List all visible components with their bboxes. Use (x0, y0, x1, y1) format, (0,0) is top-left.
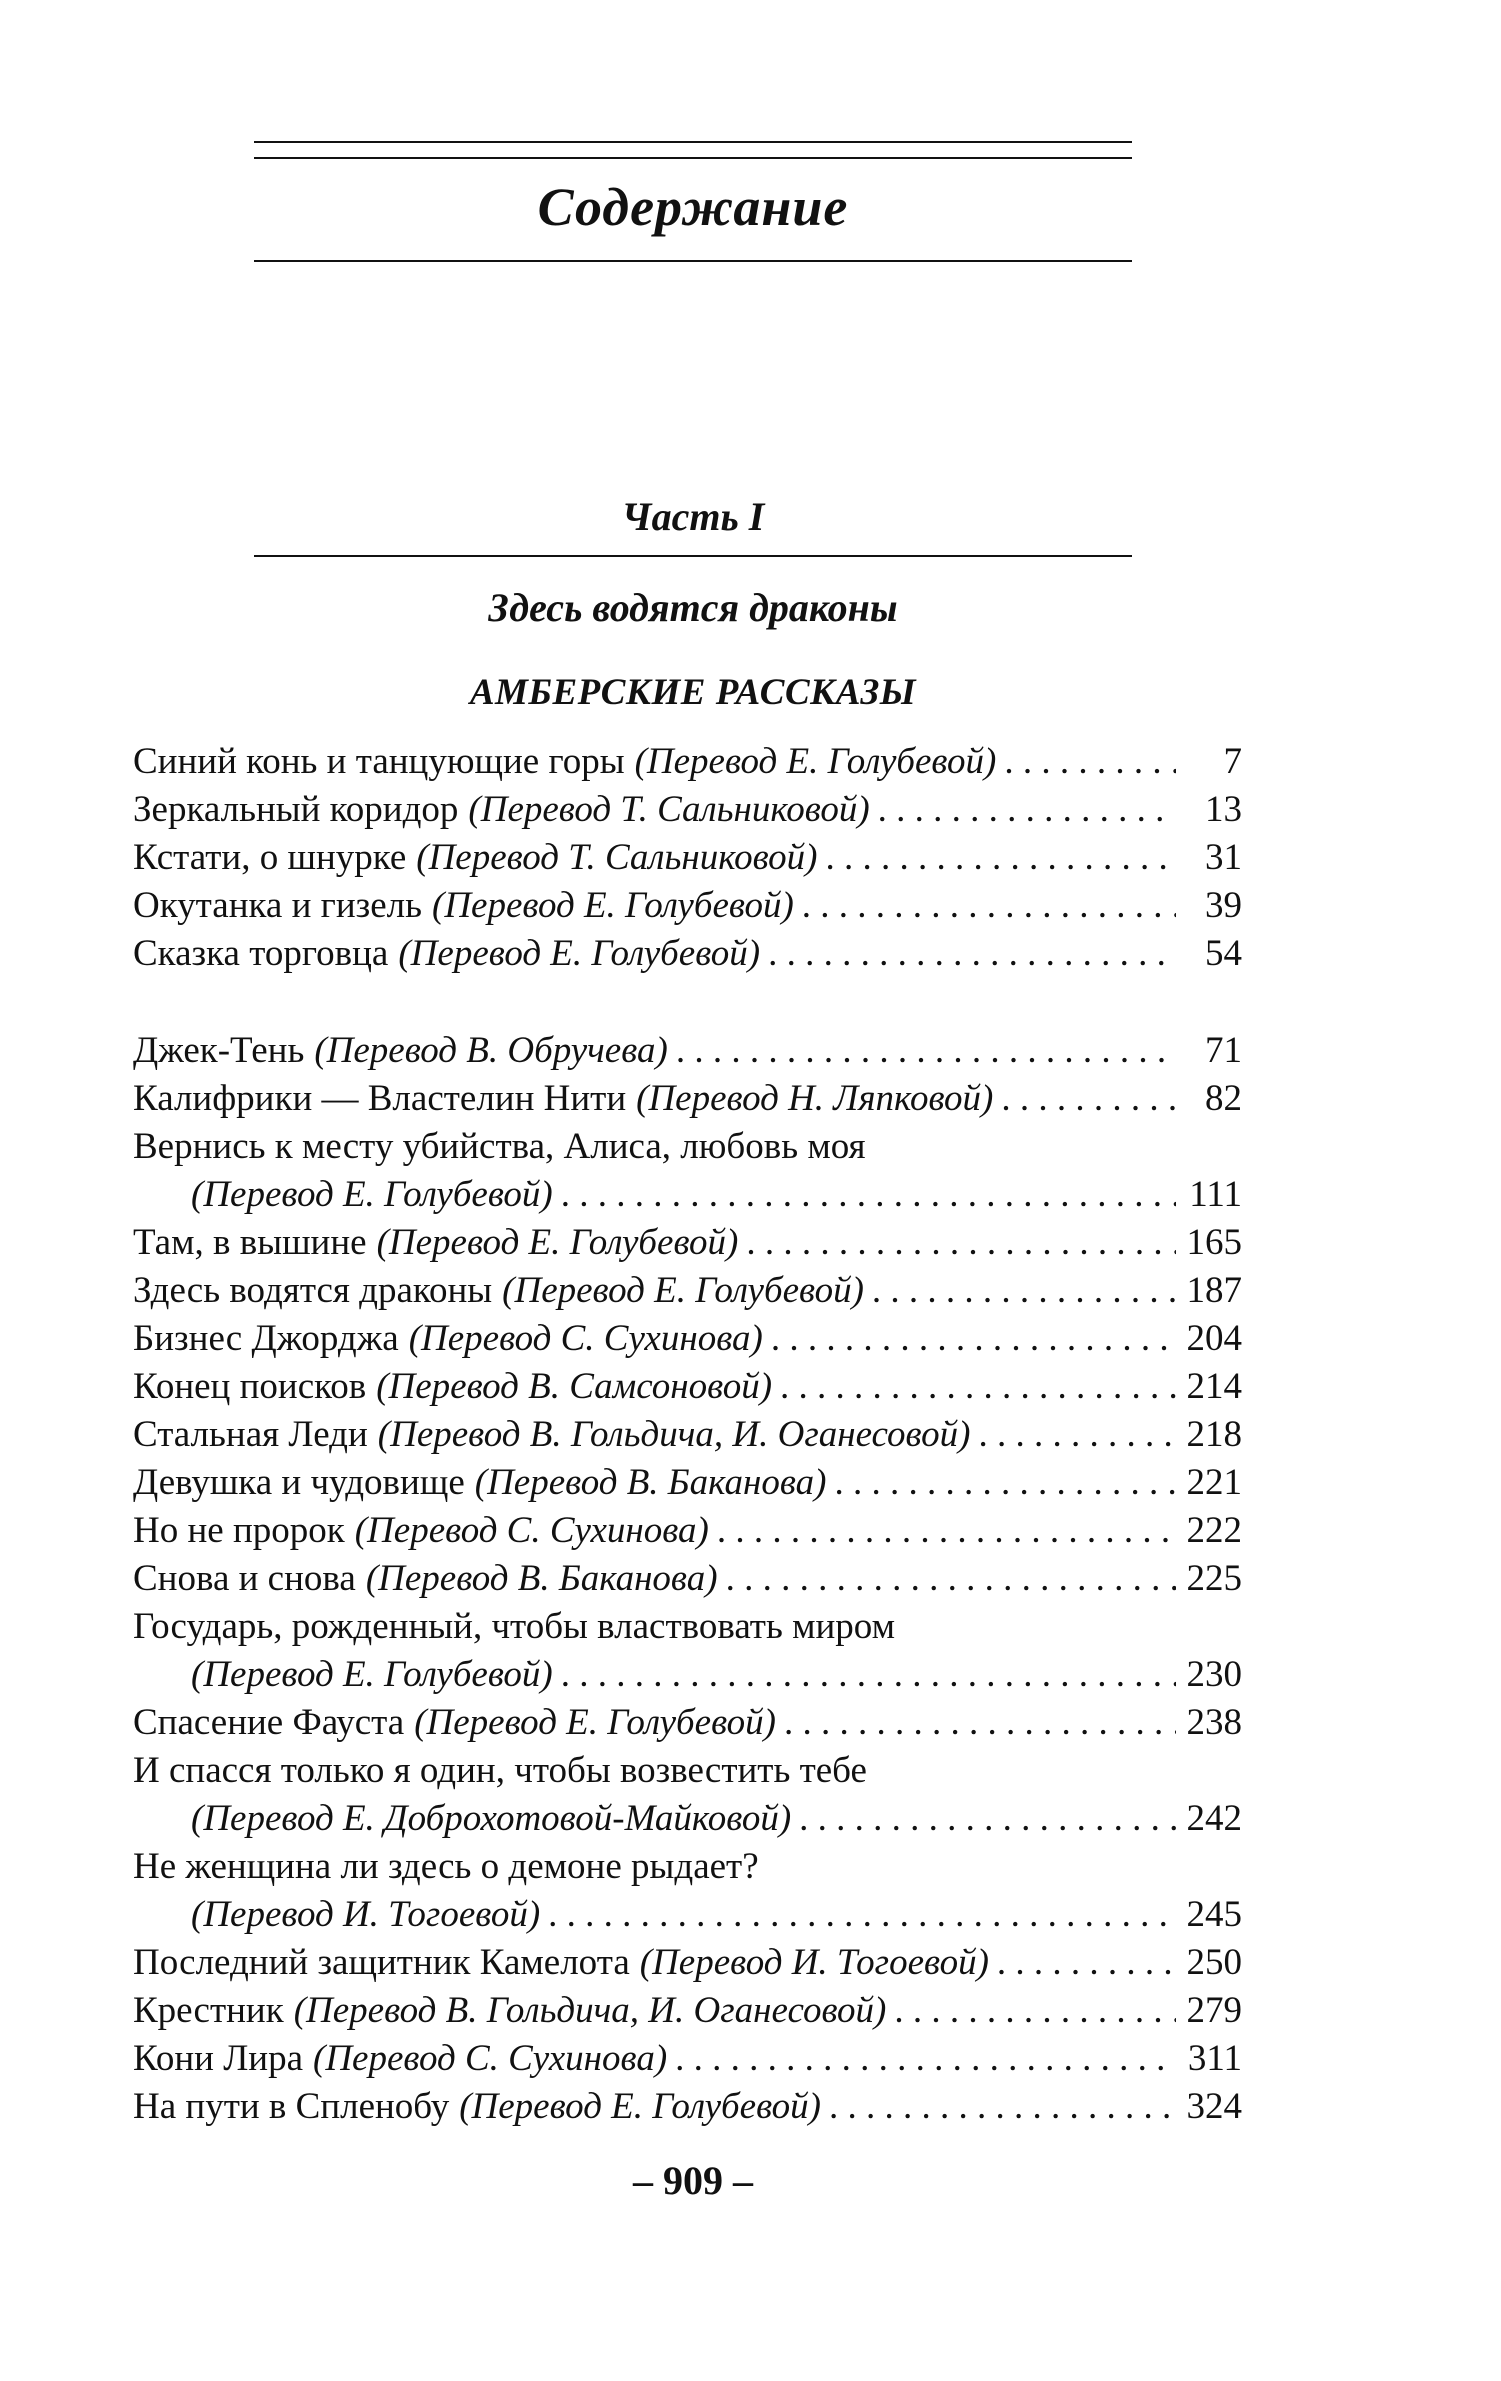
entry-translator: (Перевод В. Самсоновой) (376, 1366, 773, 1407)
header-rule-top-1 (254, 141, 1132, 143)
entry-title: Конец поисков (133, 1366, 367, 1407)
toc-entry[interactable] (133, 882, 1242, 930)
toc-entry[interactable] (133, 738, 1242, 786)
toc-entry[interactable] (133, 786, 1242, 834)
entry-page: 218 (1186, 1414, 1242, 1455)
entry-page: 111 (1189, 1174, 1242, 1215)
entry-page: 165 (1186, 1222, 1242, 1263)
entry-title: Девушка и чудовище (133, 1462, 465, 1503)
entry-translator: (Перевод И. Тогоевой) (191, 1894, 541, 1935)
toc-entry[interactable] (133, 1987, 1242, 2035)
toc-entry[interactable] (133, 1603, 1242, 1699)
toc-entry[interactable] (133, 2083, 1242, 2131)
entry-title: Сказка торговца (133, 933, 389, 974)
entry-page: 71 (1205, 1030, 1242, 1071)
entry-translator: (Перевод Е. Голубевой) (459, 2086, 821, 2127)
entry-title: Окутанка и гизель (133, 885, 423, 926)
dot-leader (802, 882, 1176, 930)
toc-entry[interactable] (133, 1411, 1242, 1459)
entry-page: 230 (1186, 1654, 1242, 1695)
dot-leader (784, 1699, 1176, 1747)
entry-page: 31 (1205, 837, 1242, 878)
toc-entry[interactable] (133, 1363, 1242, 1411)
entry-title: Джек-Тень (133, 1030, 305, 1071)
entry-title: Здесь водятся драконы (133, 1270, 493, 1311)
entry-title: Не женщина ли здесь о демоне рыдает? (133, 1846, 759, 1887)
toc-entry[interactable] (133, 2035, 1242, 2083)
dot-leader (878, 786, 1176, 834)
dot-leader (872, 1267, 1176, 1315)
entry-page: 13 (1205, 789, 1242, 830)
part-label: Часть I (621, 494, 765, 539)
entry-page: 250 (1186, 1942, 1242, 1983)
header-rule-top-2 (254, 157, 1132, 159)
entry-translator: (Перевод Н. Ляпковой) (636, 1078, 994, 1119)
entry-page: 324 (1186, 2086, 1242, 2127)
entry-page: 39 (1205, 885, 1242, 926)
entry-page: 311 (1187, 2038, 1242, 2079)
entry-title: Крестник (133, 1990, 284, 2031)
entry-page: 82 (1205, 1078, 1242, 1119)
part-subtitle: Здесь водятся драконы (488, 585, 898, 630)
dot-leader (894, 1987, 1176, 2035)
toc-entry[interactable] (133, 1027, 1242, 1075)
entry-translator: (Перевод Е. Доброхотовой-Майковой) (191, 1798, 792, 1839)
page-number: – 909 – (633, 2158, 753, 2203)
dot-leader (1001, 1075, 1176, 1123)
dot-leader (829, 2083, 1176, 2131)
toc-entry[interactable] (133, 1459, 1242, 1507)
entry-translator: (Перевод Е. Голубевой) (376, 1222, 739, 1263)
part-rule (254, 555, 1132, 557)
dot-leader (1004, 738, 1176, 786)
entry-page: 214 (1186, 1366, 1242, 1407)
entry-translator: (Перевод И. Тогоевой) (639, 1942, 989, 1983)
dot-leader (746, 1219, 1176, 1267)
dot-leader (835, 1459, 1177, 1507)
entry-title: Вернись к месту убийства, Алиса, любовь моя (133, 1126, 866, 1167)
toc-entry[interactable] (133, 1747, 1242, 1843)
entry-page: 221 (1186, 1462, 1242, 1503)
entry-translator: (Перевод Е. Голубевой) (502, 1270, 864, 1311)
entry-title: Последний защитник Камелота (133, 1942, 630, 1983)
entry-title: Синий конь и танцующие горы (133, 741, 625, 782)
toc-list (133, 738, 1242, 2131)
entry-translator: (Перевод Т. Сальниковой) (416, 837, 818, 878)
entry-translator: (Перевод В. Гольдича, И. Оганесовой) (377, 1414, 971, 1455)
entry-translator: (Перевод Е. Голубевой) (634, 741, 997, 782)
entry-translator: (Перевод С. Сухинова) (313, 2038, 668, 2079)
entry-page: 54 (1205, 933, 1242, 974)
entry-translator: (Перевод Е. Голубевой) (191, 1174, 553, 1215)
dot-leader (717, 1507, 1176, 1555)
toc-entry[interactable] (133, 1315, 1242, 1363)
entry-page: 204 (1186, 1318, 1242, 1359)
entry-page: 225 (1186, 1558, 1242, 1599)
entry-page: 245 (1186, 1894, 1242, 1935)
toc-entry[interactable] (133, 930, 1242, 978)
entry-translator: (Перевод В. Обручева) (314, 1030, 668, 1071)
entry-translator: (Перевод С. Сухинова) (408, 1318, 763, 1359)
dot-leader (548, 1891, 1176, 1939)
page-title: Содержание (537, 177, 849, 237)
dot-leader (768, 930, 1176, 978)
entry-translator: (Перевод Е. Голубевой) (414, 1702, 776, 1743)
entry-title: Зеркальный коридор (133, 789, 459, 830)
toc-entry[interactable] (133, 1219, 1242, 1267)
dot-leader (676, 1027, 1176, 1075)
section-heading: АМБЕРСКИЕ РАССКАЗЫ (469, 672, 917, 713)
entry-title: Кони Лира (133, 2038, 304, 2079)
entry-translator: (Перевод В. Баканова) (365, 1558, 718, 1599)
toc-entry[interactable] (133, 1699, 1242, 1747)
entry-title: Государь, рожденный, чтобы властвовать миром (133, 1606, 896, 1647)
toc-entry[interactable] (133, 1075, 1242, 1123)
entry-title: Спасение Фауста (133, 1702, 405, 1743)
dot-leader (726, 1555, 1176, 1603)
entry-page: 238 (1186, 1702, 1242, 1743)
entry-title: И спасся только я один, чтобы возвестить тебе (133, 1750, 867, 1791)
dot-leader (780, 1363, 1176, 1411)
entry-title: Бизнес Джорджа (133, 1318, 399, 1359)
toc-entry[interactable] (133, 834, 1242, 882)
entry-title: На пути в Спленобу (133, 2086, 450, 2127)
entry-title: Но не пророк (133, 1510, 345, 1551)
entry-translator: (Перевод Е. Голубевой) (191, 1654, 553, 1695)
entry-translator: (Перевод В. Гольдича, И. Оганесовой) (293, 1990, 887, 2031)
entry-translator: (Перевод С. Сухинова) (354, 1510, 709, 1551)
entry-page: 7 (1223, 741, 1242, 782)
dot-leader (561, 1171, 1176, 1219)
header-rule-bottom (254, 260, 1132, 262)
entry-title: Там, в вышине (133, 1222, 367, 1263)
dot-leader (561, 1651, 1176, 1699)
dot-leader (978, 1411, 1176, 1459)
toc-entry[interactable] (133, 1267, 1242, 1315)
entry-translator: (Перевод Е. Голубевой) (432, 885, 794, 926)
entry-page: 242 (1186, 1798, 1242, 1839)
dot-leader (799, 1795, 1176, 1843)
entry-translator: (Перевод Т. Сальниковой) (468, 789, 870, 830)
dot-leader (675, 2035, 1176, 2083)
toc-entry[interactable] (133, 1123, 1242, 1219)
entry-page: 279 (1186, 1990, 1242, 2031)
entry-title: Стальная Леди (133, 1414, 368, 1455)
dot-leader (997, 1939, 1176, 1987)
entry-title: Снова и снова (133, 1558, 356, 1599)
dot-leader (771, 1315, 1176, 1363)
toc-entry[interactable] (133, 1507, 1242, 1555)
entry-page: 187 (1186, 1270, 1242, 1311)
toc-entry[interactable] (133, 1555, 1242, 1603)
entry-translator: (Перевод Е. Голубевой) (398, 933, 761, 974)
entry-title: Калифрики — Властелин Нити (133, 1078, 627, 1119)
entry-page: 222 (1186, 1510, 1242, 1551)
entry-title: Кстати, о шнурке (133, 837, 407, 878)
toc-entry[interactable] (133, 1843, 1242, 1939)
toc-entry[interactable] (133, 1939, 1242, 1987)
entry-translator: (Перевод В. Баканова) (474, 1462, 827, 1503)
group-spacer (133, 978, 1242, 1027)
dot-leader (826, 834, 1176, 882)
